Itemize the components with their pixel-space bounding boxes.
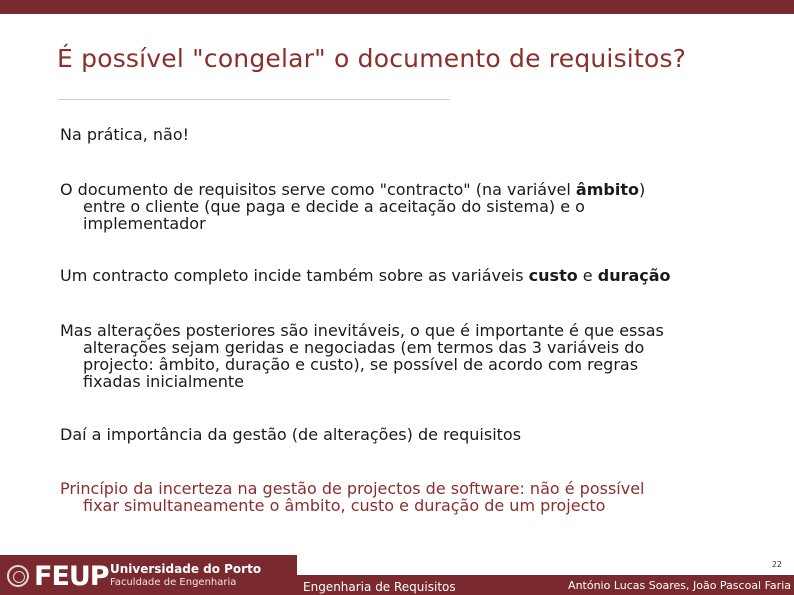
university-seal-icon bbox=[7, 565, 29, 587]
paragraph-1 bbox=[60, 126, 750, 143]
paragraph-2-line-3: implementador bbox=[83, 214, 206, 233]
paragraph-6-line-2: fixar simultaneamente o âmbito, custo e duração de um projecto bbox=[83, 496, 606, 515]
paragraph-6 bbox=[60, 480, 750, 514]
slide-title: É possível "congelar" o documento de requisitos? bbox=[57, 44, 687, 73]
paragraph-3-bold-custo: custo bbox=[528, 266, 578, 285]
authors: António Lucas Soares, João Pascoal Faria bbox=[568, 579, 791, 592]
paragraph-1-text: Na prática, não! bbox=[60, 125, 190, 144]
university-name: Universidade do Porto bbox=[110, 562, 262, 576]
paragraph-4-line-3: projecto: âmbito, duração e custo), se possível de acordo com regras bbox=[83, 355, 639, 374]
paragraph-2-line-1-b: ) bbox=[638, 180, 646, 199]
page-number: 22 bbox=[771, 560, 782, 569]
paragraph-2 bbox=[60, 181, 750, 232]
paragraph-3-bold-duracao: duração bbox=[597, 266, 671, 285]
paragraph-5 bbox=[60, 426, 750, 443]
title-divider bbox=[58, 99, 450, 100]
paragraph-3 bbox=[60, 267, 750, 284]
paragraph-2-line-1-a: O documento de requisitos serve como "contracto" (na variável bbox=[60, 180, 576, 199]
paragraph-2-line-1 bbox=[60, 181, 750, 198]
feup-logo-text: FEUP bbox=[34, 561, 109, 592]
paragraph-3-b: e bbox=[577, 266, 598, 285]
course-name: Engenharia de Requisitos bbox=[303, 580, 456, 594]
paragraph-4-line-4: fixadas inicialmente bbox=[83, 372, 244, 391]
paragraph-4-line-2: alterações sejam geridas e negociadas (em termos das 3 variáveis do bbox=[83, 338, 645, 357]
paragraph-6-line-1: Princípio da incerteza na gestão de projectos de software: não é possível bbox=[60, 479, 645, 498]
paragraph-2-bold-ambito: âmbito bbox=[575, 180, 639, 199]
paragraph-5-text: Daí a importância da gestão (de alterações) de requisitos bbox=[60, 425, 522, 444]
paragraph-3-a: Um contracto completo incide também sobre as variáveis bbox=[60, 266, 529, 285]
paragraph-4-line-1: Mas alterações posteriores são inevitáveis, o que é importante é que essas bbox=[60, 321, 664, 340]
paragraph-2-line-2: entre o cliente (que paga e decide a aceitação do sistema) e o bbox=[83, 197, 585, 216]
top-bar bbox=[0, 0, 794, 14]
paragraph-4 bbox=[60, 322, 750, 390]
faculty-name: Faculdade de Engenharia bbox=[110, 577, 237, 588]
